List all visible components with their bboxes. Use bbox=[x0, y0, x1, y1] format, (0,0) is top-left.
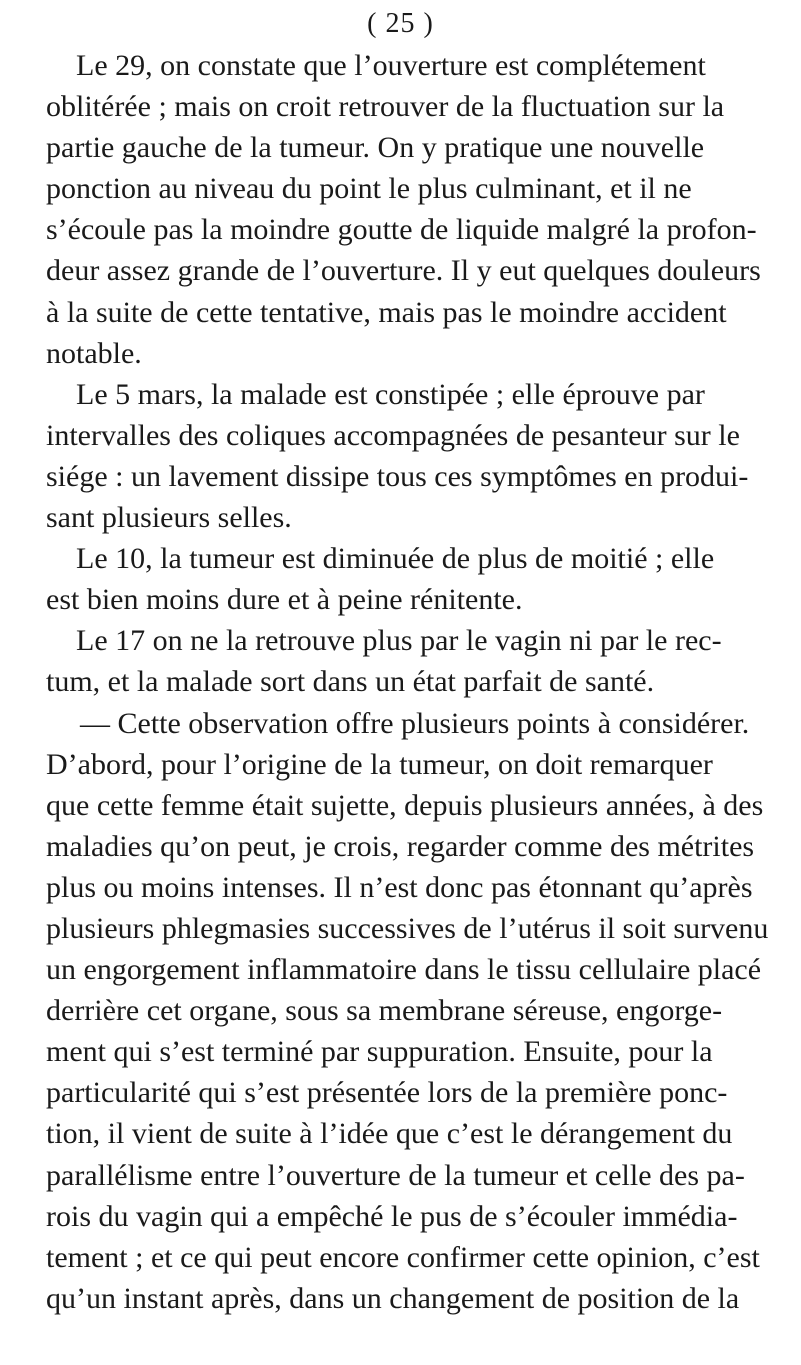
text-line: Le 29, on constate que l’ouverture est complétement bbox=[76, 49, 706, 82]
text-line: plus ou moins intenses. Il n’est donc pas étonnant qu’après bbox=[46, 870, 753, 904]
text-line: tion, il vient de suite à l’idée que c’est le dérangement du bbox=[46, 1117, 733, 1151]
text-line: plusieurs phlegmasies successives de l’utérus il soit survenu bbox=[46, 911, 769, 945]
text-line: que cette femme était sujette, depuis plusieurs années, à des bbox=[46, 788, 764, 822]
text-line: Le 17 on ne la retrouve plus par le vagin ni par le rec- bbox=[76, 624, 722, 658]
text-line: derrière cet organe, sous sa membrane séreuse, engorge- bbox=[46, 994, 723, 1028]
text-line: ponction au niveau du point le plus culminant, et il ne bbox=[46, 172, 692, 206]
page-number: ( 25 ) bbox=[367, 8, 434, 39]
body-text bbox=[46, 45, 796, 1319]
text-line: parallélisme entre l’ouverture de la tumeur et celle des pa- bbox=[46, 1158, 745, 1192]
text-line: tement ; et ce qui peut encore confirmer cette opinion, c’est bbox=[46, 1240, 760, 1274]
text-line: intervalles des coliques accompagnées de pesanteur sur le bbox=[46, 418, 740, 452]
text-line: sant plusieurs selles. bbox=[46, 501, 292, 535]
text-line: D’abord, pour l’origine de la tumeur, on doit remarquer bbox=[46, 747, 713, 781]
text-line: oblitérée ; mais on croit retrouver de la fluctuation sur la bbox=[46, 90, 725, 124]
text-line: à la suite de cette tentative, mais pas le moindre accident bbox=[46, 295, 727, 329]
text-line: tum, et la malade sort dans un état parfait de santé. bbox=[46, 665, 655, 699]
text-line: qu’un instant après, dans un changement de position de la bbox=[46, 1281, 740, 1315]
text-line: ment qui s’est terminé par suppuration. Ensuite, pour la bbox=[46, 1035, 713, 1069]
text-line: un engorgement inflammatoire dans le tissu cellulaire placé bbox=[46, 953, 762, 987]
text-line: rois du vagin qui a empêché le pus de s’écouler immédia- bbox=[46, 1199, 738, 1233]
text-line: maladies qu’on peut, je crois, regarder comme des métrites bbox=[46, 829, 755, 863]
text-line: partie gauche de la tumeur. On y pratique une nouvelle bbox=[46, 131, 705, 165]
text-line: s’écoule pas la moindre goutte de liquide malgré la profon- bbox=[46, 213, 757, 247]
text-line: — Cette observation offre plusieurs points à considérer. bbox=[80, 706, 750, 740]
text-line: deur assez grande de l’ouverture. Il y eut quelques douleurs bbox=[46, 254, 761, 288]
text-line: Le 10, la tumeur est diminuée de plus de moitié ; elle bbox=[76, 542, 715, 576]
text-line: particularité qui s’est présentée lors de la première ponc- bbox=[46, 1076, 728, 1110]
text-line: notable. bbox=[46, 336, 142, 370]
text-line: Le 5 mars, la malade est constipée ; elle éprouve par bbox=[76, 377, 705, 411]
text-line: est bien moins dure et à peine rénitente. bbox=[46, 583, 523, 617]
text-line: siége : un lavement dissipe tous ces symptômes en produi- bbox=[46, 459, 749, 493]
